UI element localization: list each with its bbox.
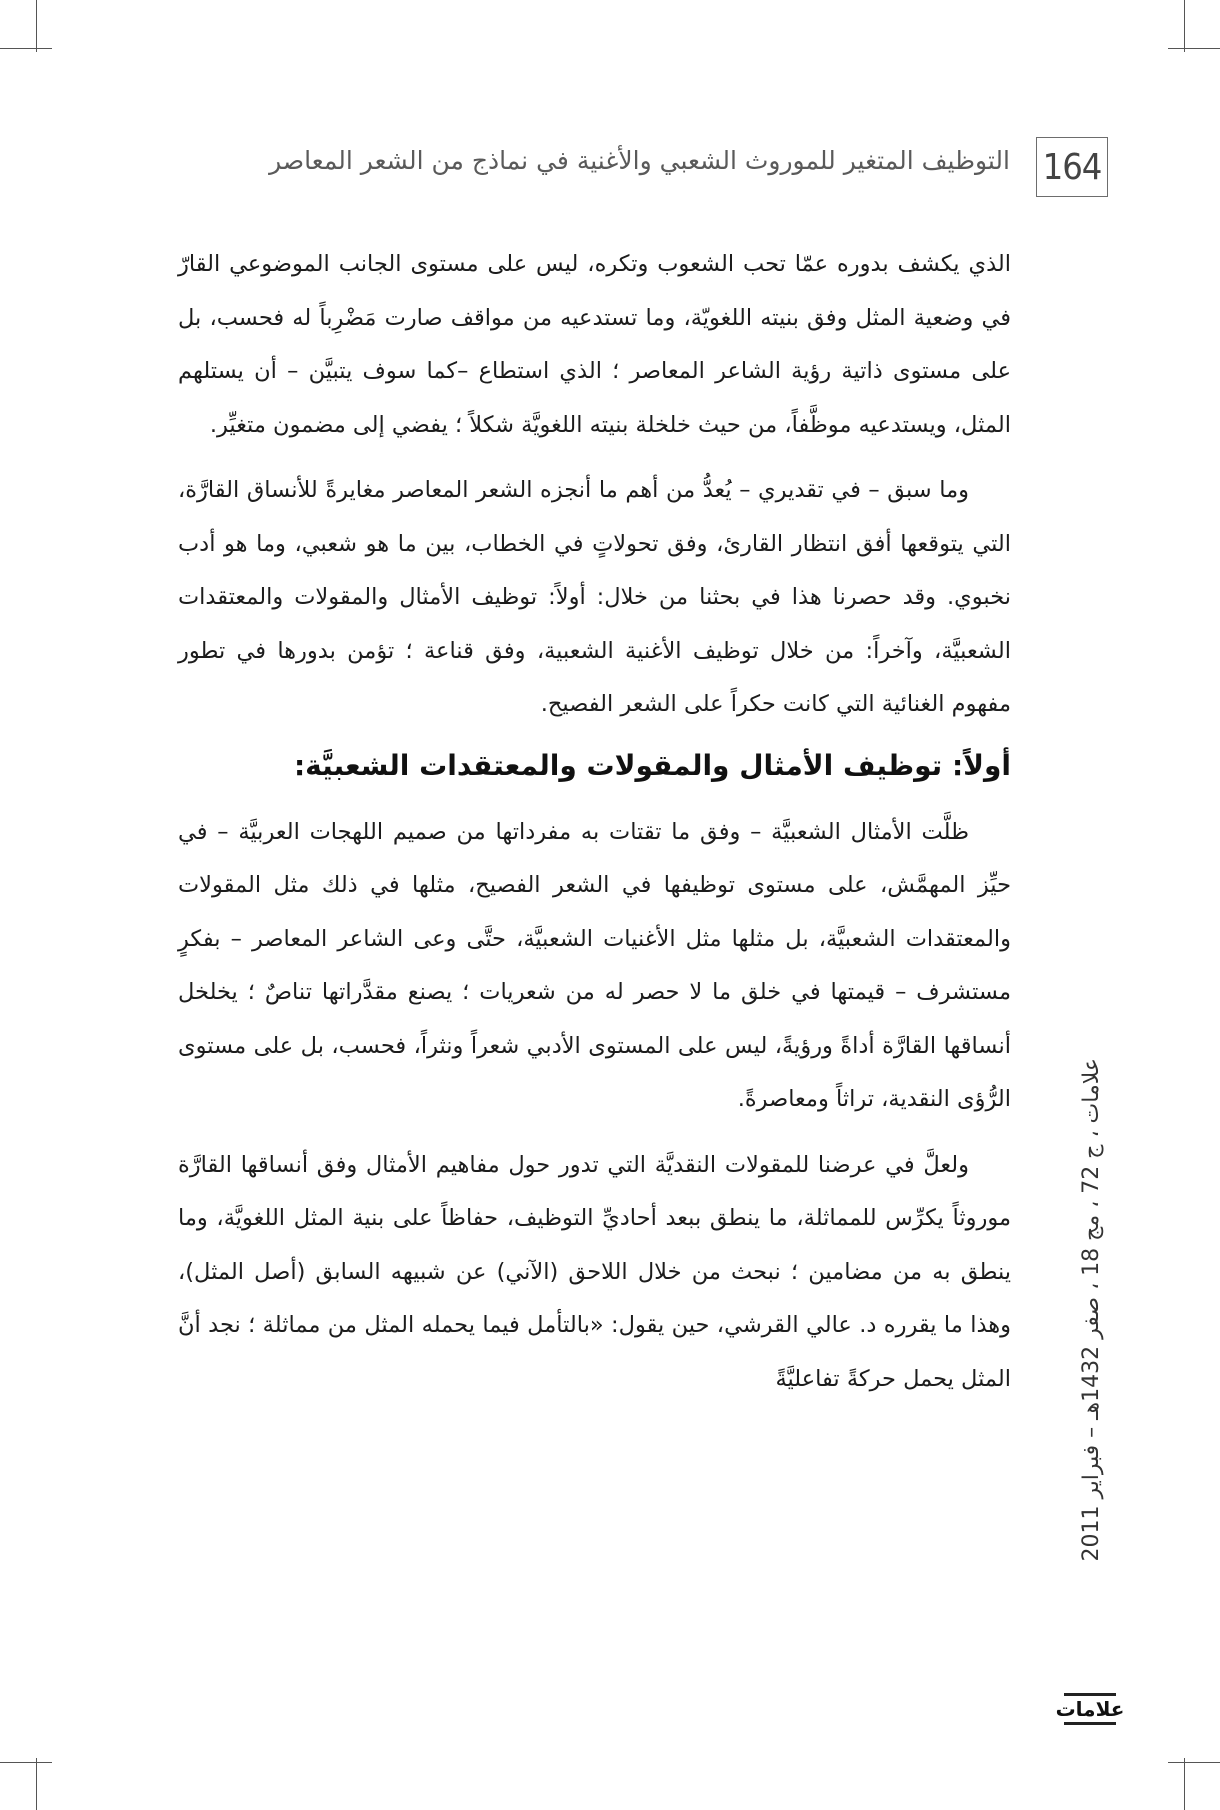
crop-mark xyxy=(36,1758,37,1810)
paragraph: ظلَّت الأمثال الشعبيَّة – وفق ما تقتات به مفرداتها من صميم اللهجات العربيَّة – في حيِّز المهمَّش، على مستوى توظيفها في الشعر الفصيح، مثلها في ذلك مثل المقولات والمعتقدات الشعبيَّة، بل مثلها مثل الأغنيات الشعبيَّة، حتَّى وعى الشاعر المعاصر – بفكرٍ مستشرف – قيمتها في خلق ما لا حصر له من شعريات ؛ يصنع مقدَّراتها تناصٌ ؛ يخلخل أنساقها القارَّة أداةً ورؤيةً، ليس على المستوى الأدبي شعراً ونثراً، فحسب، بل على مستوى الرُّؤى النقدية، تراثاً ومعاصرةً. xyxy=(178,818,1011,1112)
paragraph: ولعلَّ في عرضنا للمقولات النقديَّة التي تدور حول مفاهيم الأمثال وفق أنساقها القارَّة موروثاً يكرِّس للمماثلة، ما ينطق ببعد أحاديِّ التوظيف، حفاظاً على بنية المثل اللغويَّة، وما ينطق به من مضامين ؛ نبحث من خلال اللاحق (الآني) عن شبيهه السابق (أصل المثل)، وهذا ما يقرره د. عالي القرشي، حين يقول: «بالتأمل فيما يحمله المثل من مماثلة ؛ نجد أنَّ المثل يحمل حركةً تفاعليَّةً xyxy=(178,1151,1011,1392)
paragraph: الذي يكشف بدوره عمّا تحب الشعوب وتكره، ليس على مستوى الجانب الموضوعي القارّ في وضعية المثل وفق بنيته اللغويّة، وما تستدعيه من مواقف صارت مَضْرِباً له فحسب، بل على مستوى ذاتية رؤية الشاعر المعاصر ؛ الذي استطاع –كما سوف يتبيَّن – أن يستلهم المثل، ويستدعيه موظَّفاً، من حيث خلخلة بنيته اللغويَّة شكلاً ؛ يفضي إلى مضمون متغيِّر. xyxy=(178,251,1011,438)
journal-logo xyxy=(1055,1688,1125,1730)
journal-info xyxy=(1071,1058,1111,1658)
crop-mark xyxy=(1168,1762,1220,1763)
running-title: التوظيف المتغير للموروث الشعبي والأغنية في نماذج من الشعر المعاصر xyxy=(269,146,1010,175)
logo-bar xyxy=(1064,1722,1116,1725)
logo-bar xyxy=(1064,1693,1116,1696)
crop-mark xyxy=(0,1762,52,1763)
journal-info-text: علامات ، ج 72 ، مج 18 ، صفر 1432هـ – فبراير 2011 xyxy=(1078,1058,1104,1562)
crop-mark xyxy=(1184,1758,1185,1810)
crop-mark xyxy=(36,0,37,52)
section-heading: أولاً: توظيف الأمثال والمقولات والمعتقدات الشعبيَّة: xyxy=(293,748,1011,782)
paragraph: وما سبق – في تقديري – يُعدُّ من أهم ما أنجزه الشعر المعاصر مغايرةً للأنساق القارَّة، التي يتوقعها أفق انتظار القارئ، وفق تحولاتٍ في الخطاب، بين ما هو شعبي، وما هو أدب نخبوي. وقد حصرنا هذا في بحثنا من خلال: أولاً: توظيف الأمثال والمقولات والمعتقدات الشعبيَّة، وآخراً: من خلال توظيف الأغنية الشعبية، وفق قناعة ؛ تؤمن بدورها في تطور مفهوم الغنائية التي كانت حكراً على الشعر الفصيح. xyxy=(178,477,1011,717)
article-body xyxy=(178,238,1011,1406)
crop-mark xyxy=(1168,48,1220,49)
crop-mark xyxy=(0,48,52,49)
page-number: 164 xyxy=(1036,137,1108,197)
crop-mark xyxy=(1184,0,1185,52)
logo-text: علامات xyxy=(1055,1697,1125,1721)
